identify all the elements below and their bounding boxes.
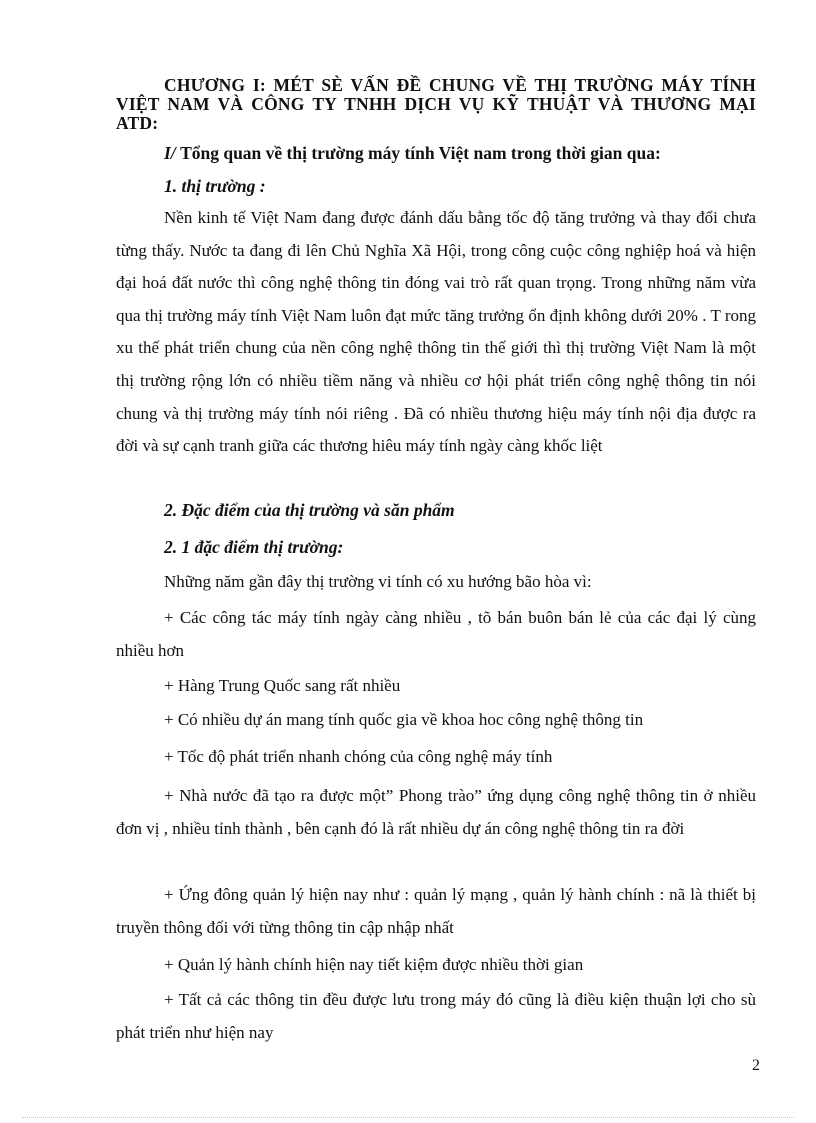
bullet-item-4: + Tốc độ phát triển nhanh chóng của công nghệ máy tính	[164, 747, 553, 766]
bullet-item-6: + Ứng đông quản lý hiện nay như : quản lý mạng , quản lý hành chính : nã là thiết bị truyền thông đối với từng thông tin cập nhập nhất	[116, 885, 756, 937]
subheading-market-characteristics: 2. 1 đặc điểm thị trường:	[164, 537, 344, 557]
section-heading-prefix: I/	[164, 143, 176, 163]
bullet-item-2: + Hàng Trung Quốc sang rất nhiều	[164, 676, 401, 695]
bullet-item-7: + Quản lý hành chính hiện nay tiết kiệm được nhiều thời gian	[164, 955, 584, 974]
subheading-market: 1. thị trường :	[164, 176, 266, 196]
section-heading-1	[164, 143, 661, 163]
bullet-item-5: + Nhà nước đã tạo ra được một” Phong trào” ứng dụng công nghệ thông tin ở nhiều đơn vị , nhiều tỉnh thành , bên cạnh đó là rất nhiều dự án công nghệ thông tin ra đời	[116, 786, 756, 838]
paragraph-economy: Nền kinh tế Việt Nam đang được đánh dấu bằng tốc độ tăng trưởng và thay đổi chưa từng thấy. Nước ta đang đi lên Chủ Nghĩa Xã Hội, trong công cuộc công nghiệp hoá và hiện đại hoá đất nước thì công nghệ thông tin đóng vai trò rất quan trọng. Trong những năm vừa qua thị trường máy tính Việt Nam luôn đạt mức tăng trưởng ổn định không dưới 20% . T rong xu thế phát triển chung của nền công nghệ thông tin thế giới thì thị trường Việt Nam là một thị trường rộng lớn có nhiều tiềm năng và nhiều cơ hội phát triển công nghệ thông tin nói chung và thị trường máy tính nói riêng . Đã có nhiều thương hiệu máy tính nội địa được ra đời và sự cạnh tranh giữa các thương hiêu máy tính ngày càng khốc liệt	[116, 208, 756, 456]
chapter-title: CHƯƠNG I: MÉT SÈ VẤN ĐỀ CHUNG VỀ THỊ TRƯỜNG MÁY TÍNH VIỆT NAM VÀ CÔNG TY TNHH DỊCH VỤ KỸ THUẬT VÀ THƯƠNG MẠI ATD:	[116, 75, 756, 133]
paragraph-intro: Những năm gần đây thị trường vi tính có xu hướng bão hòa vì:	[164, 572, 592, 591]
subheading-market-features: 2. Đặc điểm của thị trường và săn phẩm	[164, 500, 455, 520]
bullet-item-3: + Có nhiều dự án mang tính quốc gia về khoa hoc công nghệ thông tin	[164, 710, 644, 729]
page-number: 2	[752, 1057, 760, 1074]
page-bottom-divider	[22, 1117, 794, 1118]
bullet-item-8: + Tất cả các thông tin đều được lưu trong máy đó cũng là điều kiện thuận lợi cho sù phát triển như hiện nay	[116, 990, 756, 1042]
section-heading-title: Tổng quan về thị trường máy tính Việt nam trong thời gian qua:	[180, 143, 661, 163]
bullet-item-1: + Các công tác máy tính ngày càng nhiều , tõ bán buôn bán lẻ của các đại lý cùng nhiều hơn	[116, 608, 756, 660]
